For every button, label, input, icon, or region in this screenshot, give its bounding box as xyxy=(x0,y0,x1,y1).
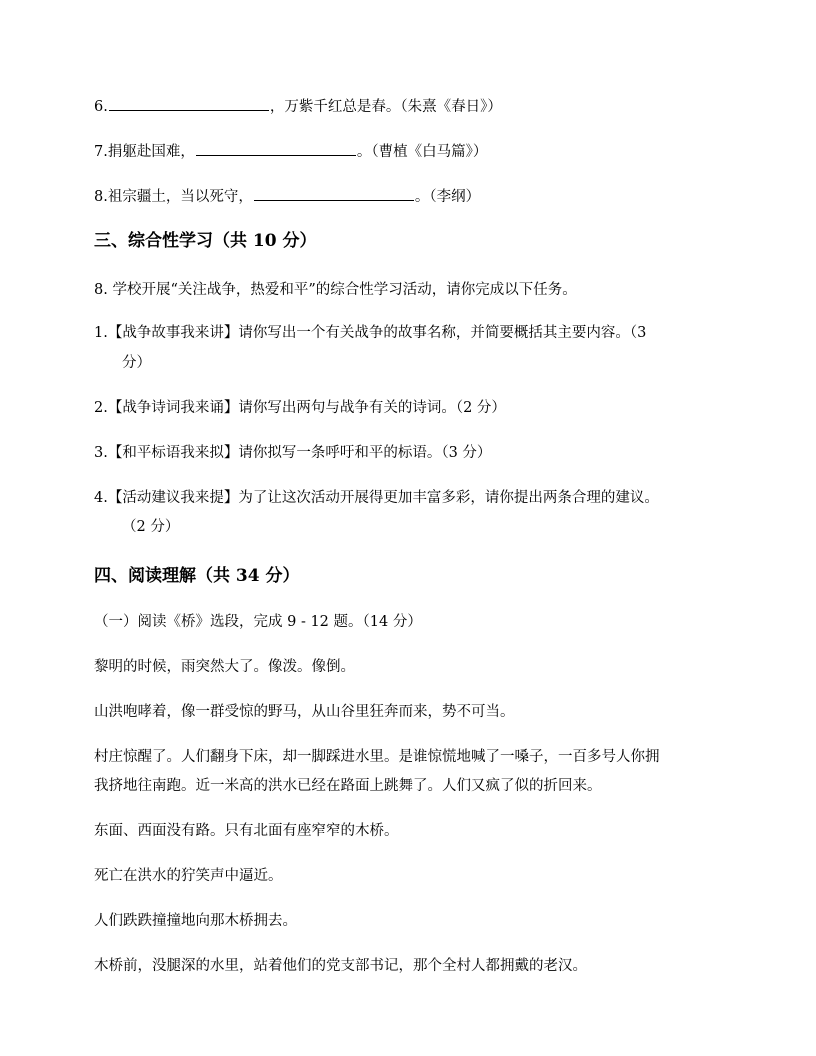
poem-line-8 xyxy=(94,185,480,207)
passage-paragraph: 东面、西面没有路。只有北面有座窄窄的木桥。 xyxy=(94,823,399,839)
poem-number: 6. xyxy=(94,99,108,115)
task-line: 4.【活动建议我来提】为了让这次活动开展得更加丰富多彩，请你提出两条合理的建议。 xyxy=(94,490,659,506)
poem-line-text: 8.祖宗疆土，当以死守， xyxy=(94,189,253,205)
poem-line-text: ，万紫千红总是春。（朱熹《春日》） xyxy=(269,99,502,115)
passage-paragraph: 村庄惊醒了。人们翻身下床，却一脚踩进水里。是谁惊慌地喊了一嗓子，一百多号人你拥 xyxy=(94,749,660,765)
question-intro: 8. 学校开展“关注战争，热爱和平”的综合性学习活动，请你完成以下任务。 xyxy=(94,282,577,298)
task-line: 3.【和平标语我来拟】请你拟写一条呼吁和平的标语。（3 分） xyxy=(94,445,492,461)
task-line-continued: 分） xyxy=(122,355,151,371)
section-heading: 四、阅读理解（共 34 分） xyxy=(94,566,300,586)
passage-paragraph: 山洪咆哮着，像一群受惊的野马，从山谷里狂奔而来，势不可当。 xyxy=(94,704,515,720)
passage-paragraph: 木桥前，没腿深的水里，站着他们的党支部书记，那个全村人都拥戴的老汉。 xyxy=(94,958,587,974)
section-heading: 三、综合性学习（共 10 分） xyxy=(94,231,317,251)
answer-blank[interactable] xyxy=(254,185,414,201)
poem-line-7 xyxy=(94,140,487,162)
task-line: 1.【战争故事我来讲】请你写出一个有关战争的故事名称，并简要概括其主要内容。（3 xyxy=(94,325,647,341)
poem-line-text: 7.捐躯赴国难， xyxy=(94,144,195,160)
poem-line-text: 。（李纲） xyxy=(414,189,481,205)
reading-subheading: （一）阅读《桥》选段，完成 9 - 12 题。（14 分） xyxy=(94,614,422,630)
passage-paragraph: 黎明的时候，雨突然大了。像泼。像倒。 xyxy=(94,659,355,675)
passage-paragraph: 人们跌跌撞撞地向那木桥拥去。 xyxy=(94,913,297,929)
poem-line-text: 。（曹植《白马篇》） xyxy=(356,144,488,160)
poem-line-6 xyxy=(94,95,502,117)
answer-blank[interactable] xyxy=(196,140,356,156)
task-line: 2.【战争诗词我来诵】请你写出两句与战争有关的诗词。（2 分） xyxy=(94,400,506,416)
passage-paragraph-continued: 我挤地往南跑。近一米高的洪水已经在路面上跳舞了。人们又疯了似的折回来。 xyxy=(94,778,602,794)
answer-blank[interactable] xyxy=(109,95,269,111)
task-line-continued: （2 分） xyxy=(122,519,180,535)
passage-paragraph: 死亡在洪水的狞笑声中逼近。 xyxy=(94,868,283,884)
